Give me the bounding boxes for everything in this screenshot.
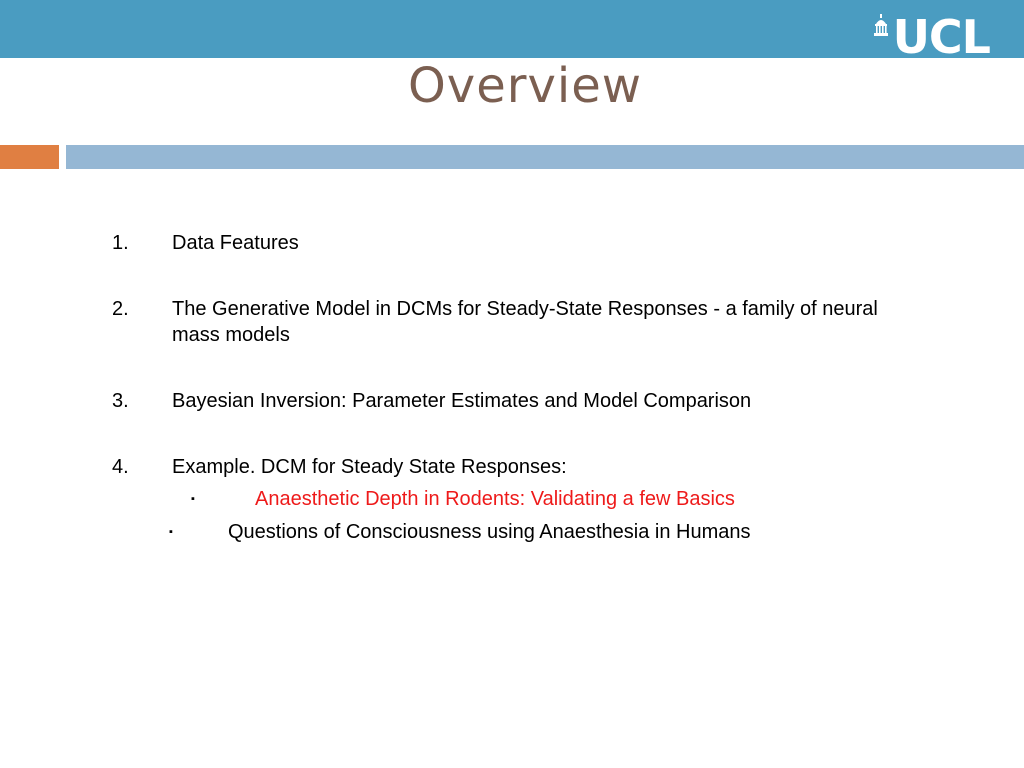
bullet-icon: ▪ — [169, 526, 173, 538]
dome-icon — [873, 14, 889, 36]
list-text: Data Features — [172, 232, 299, 254]
sub-list-text: Anaesthetic Depth in Rodents: Validating a few Basics — [255, 488, 735, 510]
ucl-logo — [873, 10, 990, 64]
accent-bar-blue — [66, 145, 1024, 169]
bullet-icon: ▪ — [191, 493, 195, 505]
slide-title: Overview — [408, 58, 642, 114]
list-text: The Generative Model in DCMs for Steady-State Responses - a family of neural mass models — [172, 298, 878, 346]
list-text: Bayesian Inversion: Parameter Estimates and Model Comparison — [172, 390, 752, 412]
list-number: 3. — [112, 390, 129, 412]
list-number: 4. — [112, 456, 129, 478]
header-bar — [0, 0, 1024, 64]
list-number: 2. — [112, 298, 129, 320]
list-number: 1. — [112, 232, 129, 254]
accent-bar-orange — [0, 145, 59, 169]
logo-text: UCL — [892, 10, 990, 64]
list-text: Example. DCM for Steady State Responses: — [172, 456, 567, 478]
sub-list-text: Questions of Consciousness using Anaesthesia in Humans — [228, 521, 751, 543]
